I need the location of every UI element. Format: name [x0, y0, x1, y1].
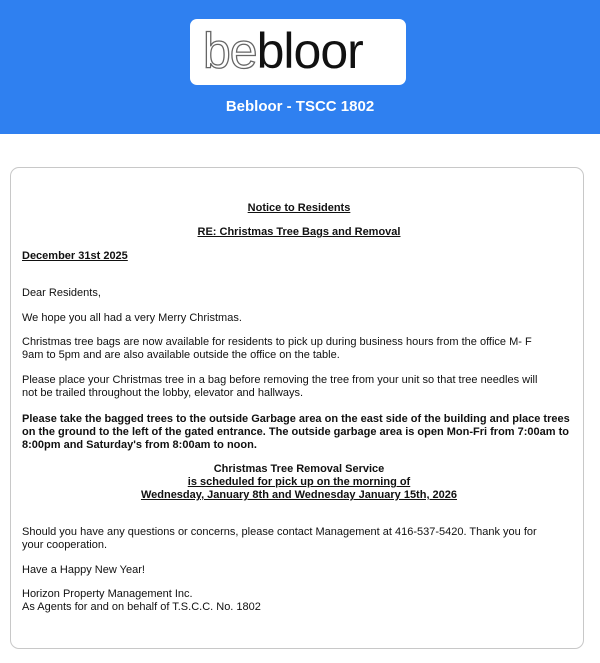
paragraph-3-line-1: Please place your Christmas tree in a bag before removing the tree from your unit so that tree needles will — [22, 374, 538, 386]
paragraph-4-line-1: Please take the bagged trees to the outside Garbage area on the east side of the building and place trees — [22, 413, 570, 425]
logo-wordmark — [203, 21, 363, 81]
header-banner — [0, 0, 600, 134]
logo-bloor: bloor — [256, 23, 363, 79]
signature-line-1: Horizon Property Management Inc. — [22, 588, 193, 600]
paragraph-1: We hope you all had a very Merry Christmas. — [22, 312, 242, 324]
notice-date: December 31st 2025 — [22, 250, 128, 262]
paragraph-3-line-2: not be trailed throughout the lobby, elevator and hallways. — [22, 387, 304, 399]
service-heading: Christmas Tree Removal Service — [213, 463, 385, 475]
service-dates-line: Wednesday, January 8th and Wednesday January 15th, 2026 — [140, 489, 458, 501]
notice-re-line: RE: Christmas Tree Bags and Removal — [197, 226, 401, 238]
paragraph-2-line-2: 9am to 5pm and are also available outside the office on the table. — [22, 349, 340, 361]
bebloor-logo — [190, 19, 406, 85]
notice-title: Notice to Residents — [247, 202, 351, 214]
paragraph-5-line-1: Should you have any questions or concerns, please contact Management at 416-537-5420. Thank you for — [22, 526, 537, 538]
header-title: Bebloor - TSCC 1802 — [225, 98, 375, 115]
service-schedule-line: is scheduled for pick up on the morning of — [187, 476, 411, 488]
paragraph-5-line-2: your cooperation. — [22, 539, 107, 551]
paragraph-4-line-3: 8:00pm and Saturday's from 8:00am to noon. — [22, 439, 257, 451]
paragraph-2-line-1: Christmas tree bags are now available for residents to pick up during business hours from the office M- F — [22, 336, 532, 348]
greeting: Dear Residents, — [22, 287, 101, 299]
closing-line: Have a Happy New Year! — [22, 564, 145, 576]
logo-be: be — [203, 23, 257, 79]
signature-line-2: As Agents for and on behalf of T.S.C.C. No. 1802 — [22, 601, 261, 613]
paragraph-4-line-2: on the ground to the left of the gated entrance. The outside garbage area is open Mon-Fri from 7:00am to — [22, 426, 569, 438]
